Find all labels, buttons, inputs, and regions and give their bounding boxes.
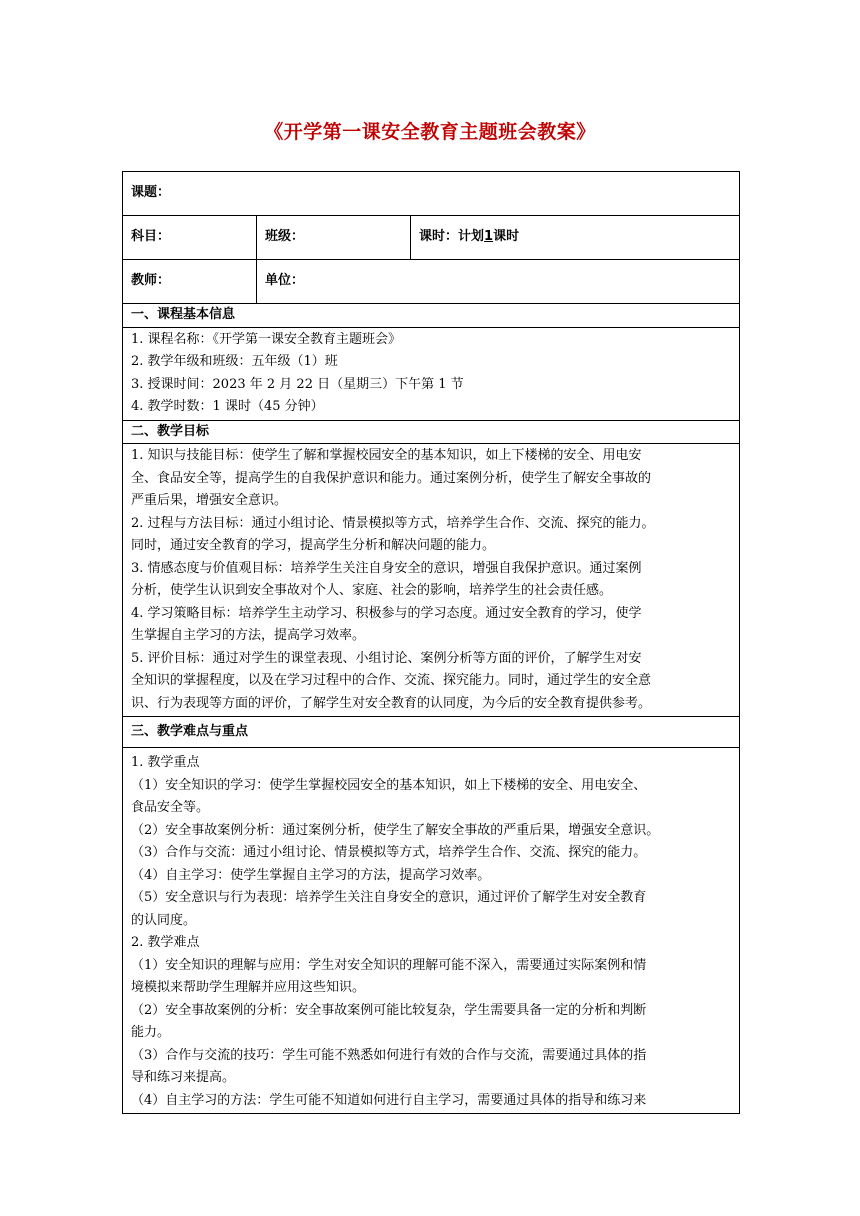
section2-line: 生掌握自主学习的方法，提高学习效率。 bbox=[131, 628, 366, 643]
section3-line: 境模拟来帮助学生理解并应用这些知识。 bbox=[131, 980, 366, 995]
section3-line: （3）合作与交流：通过小组讨论、情景模拟等方式，培养学生合作、交流、探究的能力。 bbox=[131, 845, 647, 860]
document-title: 《开学第一课安全教育主题班会教案》 bbox=[264, 121, 596, 143]
section2-line: 4. 学习策略目标：培养学生主动学习、积极参与的学习态度。通过安全教育的学习，使学 bbox=[131, 605, 642, 621]
period-cell bbox=[411, 216, 740, 260]
section3-line: 2. 教学难点 bbox=[131, 935, 200, 950]
topic-label: 课题： bbox=[131, 185, 171, 201]
teacher-row bbox=[123, 260, 740, 304]
unit-cell bbox=[257, 260, 740, 304]
section1-line: 3. 授课时间：2023 年 2 月 22 日（星期三）下午第 1 节 bbox=[131, 376, 464, 392]
section2-body bbox=[123, 444, 740, 717]
section1-heading-row bbox=[123, 304, 740, 328]
class-cell bbox=[257, 216, 411, 260]
section3-line: 导和练习来提高。 bbox=[131, 1070, 236, 1085]
section2-line: 严重后果，增强安全意识。 bbox=[131, 493, 288, 508]
period-prefix: 课时：计划 bbox=[419, 229, 485, 245]
section2-line: 2. 过程与方法目标：通过小组讨论、情景模拟等方式，培养学生合作、交流、探究的能力。 bbox=[131, 515, 655, 531]
subject-cell bbox=[123, 216, 257, 260]
section3-line: （4）自主学习：使学生掌握自主学习的方法，提高学习效率。 bbox=[131, 867, 491, 883]
section3-line: 能力。 bbox=[131, 1025, 171, 1040]
section3-line: （3）合作与交流的技巧：学生可能不熟悉如何进行有效的合作与交流，需要通过具体的指 bbox=[131, 1047, 647, 1063]
section1-line: 2. 教学年级和班级：五年级（1）班 bbox=[131, 354, 338, 369]
section2-line: 5. 评价目标：通过对学生的课堂表现、小组讨论、案例分析等方面的评价，了解学生对安 bbox=[131, 650, 642, 666]
section2-heading: 二、教学目标 bbox=[123, 420, 740, 444]
section2-line: 分析，使学生认识到安全事故对个人、家庭、社会的影响，培养学生的社会责任感。 bbox=[131, 583, 613, 598]
section3-heading-row bbox=[123, 717, 740, 748]
section2-line: 1. 知识与技能目标：使学生了解和掌握校园安全的基本知识，如上下楼梯的安全、用电安 bbox=[131, 448, 642, 463]
period-count: 1 bbox=[484, 229, 494, 245]
section1-line: 1. 课程名称：《开学第一课安全教育主题班会》 bbox=[131, 331, 402, 347]
section3-line: （1）安全知识的理解与应用：学生对安全知识的理解可能不深入，需要通过实际案例和情 bbox=[131, 957, 647, 973]
period-suffix: 课时 bbox=[493, 229, 520, 245]
section2-line: 全、食品安全等，提高学生的自我保护意识和能力。通过案例分析，使学生了解安全事故的 bbox=[131, 470, 652, 486]
section3-line: （4）自主学习的方法：学生可能不知道如何进行自主学习，需要通过具体的指导和练习来 bbox=[131, 1092, 647, 1108]
section3-line: 食品安全等。 bbox=[131, 800, 210, 815]
section3-line: （5）安全意识与行为表现：培养学生关注自身安全的意识，通过评价了解学生对安全教育 bbox=[131, 890, 647, 905]
unit-label: 单位： bbox=[265, 273, 305, 289]
topic-cell bbox=[123, 172, 740, 216]
section2-line: 全知识的掌握程度，以及在学习过程中的合作、交流、探究能力。同时，通过学生的安全意 bbox=[131, 673, 652, 688]
section3-line: （2）安全事故案例的分析：安全事故案例可能比较复杂，学生需要具备一定的分析和判断 bbox=[131, 1002, 647, 1018]
section3-line: （2）安全事故案例分析：通过案例分析，使学生了解安全事故的严重后果，增强安全意识。 bbox=[131, 822, 660, 838]
teacher-label: 教师： bbox=[131, 273, 171, 289]
lesson-plan-table bbox=[122, 171, 740, 1114]
section3-line: 1. 教学重点 bbox=[131, 755, 200, 770]
section2-line: 3. 情感态度与价值观目标：培养学生关注自身安全的意识，增强自我保护意识。通过案例 bbox=[131, 560, 642, 576]
section2-line: 识、行为表现等方面的评价，了解学生对安全教育的认同度，为今后的安全教育提供参考。 bbox=[131, 695, 652, 711]
section2-line: 同时，通过安全教育的学习，提高学生分析和解决问题的能力。 bbox=[131, 538, 496, 553]
topic-row bbox=[123, 172, 740, 216]
section3-heading: 三、教学难点与重点 bbox=[123, 717, 740, 748]
section3-body bbox=[123, 748, 740, 1114]
section3-body-row bbox=[123, 748, 740, 1114]
section1-heading: 一、课程基本信息 bbox=[123, 304, 740, 328]
class-label: 班级： bbox=[265, 229, 305, 245]
section3-line: （1）安全知识的学习：使学生掌握校园安全的基本知识，如上下楼梯的安全、用电安全、 bbox=[131, 777, 647, 793]
section1-body-row bbox=[123, 327, 740, 420]
section1-line: 4. 教学时数：1 课时（45 分钟） bbox=[131, 399, 324, 414]
section3-line: 的认同度。 bbox=[131, 912, 197, 928]
subject-row bbox=[123, 216, 740, 260]
teacher-cell bbox=[123, 260, 257, 304]
section2-heading-row bbox=[123, 420, 740, 444]
section1-body bbox=[123, 327, 740, 420]
subject-label: 科目： bbox=[131, 229, 171, 245]
section2-body-row bbox=[123, 444, 740, 717]
